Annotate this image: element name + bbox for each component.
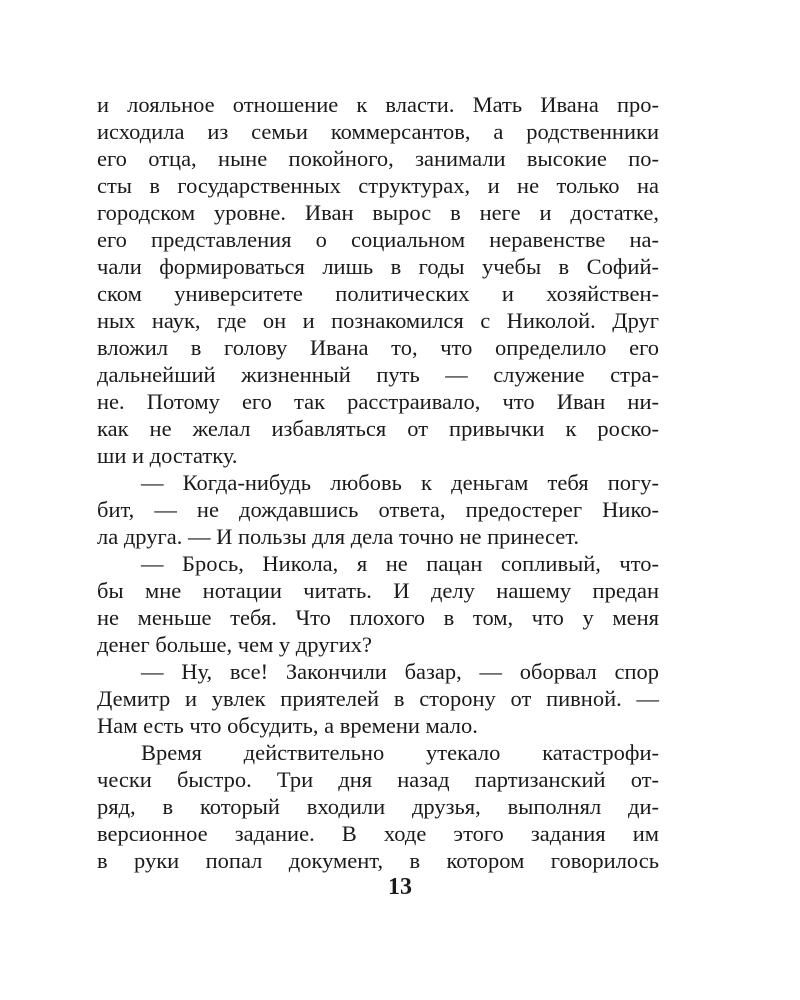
text-line: как не желал избавляться от привычки к роско- [97, 416, 659, 441]
text-line: чески быстро. Три дня назад партизанский от- [97, 767, 659, 792]
body-text [97, 91, 659, 874]
text-line: версионное задание. В ходе этого задания им [97, 821, 659, 846]
text-line: исходила из семьи коммерсантов, а родственники [97, 119, 659, 144]
text-line: бит, — не дождавшись ответа, предостерег Нико- [97, 497, 659, 522]
text-line: бы мне нотации читать. И делу нашему предан [97, 578, 659, 603]
text-line: его отца, ныне покойного, занимали высокие по- [97, 146, 659, 171]
text-line: — Брось, Никола, я не пацан сопливый, что- [141, 551, 659, 576]
text-line: ных наук, где он и познакомился с Николой. Друг [97, 308, 659, 333]
paragraph-1 [97, 91, 659, 469]
text-line: ряд, в который входили друзья, выполнял ди- [97, 794, 659, 819]
paragraph-5 [97, 739, 659, 874]
text-line: Демитр и увлек приятелей в сторону от пивной. — [97, 686, 659, 711]
text-line: — Когда-нибудь любовь к деньгам тебя погу- [141, 470, 659, 495]
text-line: городском уровне. Иван вырос в неге и достатке, [97, 200, 659, 225]
text-line: вложил в голову Ивана то, что определило его [97, 335, 659, 360]
paragraph-3 [97, 550, 659, 658]
text-line: ском университете политических и хозяйствен- [97, 281, 659, 306]
text-line: дальнейший жизненный путь — служение стра- [97, 362, 659, 387]
text-line: чали формироваться лишь в годы учебы в Софий- [97, 254, 659, 279]
text-line: денег больше, чем у других? [97, 632, 372, 657]
text-line: не меньше тебя. Что плохого в том, что у меня [97, 605, 659, 630]
text-line: не. Потому его так расстраивало, что Иван ни- [97, 389, 659, 414]
text-line: Нам есть что обсудить, а времени мало. [97, 713, 478, 738]
text-line: — Ну, все! Закончили базар, — оборвал спор [141, 659, 659, 684]
paragraph-2 [97, 469, 659, 550]
text-line: Время действительно утекало катастрофи- [141, 740, 659, 765]
text-line: и лояльное отношение к власти. Мать Ивана про- [97, 92, 659, 117]
paragraph-4 [97, 658, 659, 739]
text-line: сты в государственных структурах, и не только на [97, 173, 659, 198]
text-line: в руки попал документ, в котором говорилось [97, 848, 659, 873]
text-line: ши и достатку. [97, 443, 238, 468]
page-number: 13 [388, 874, 412, 900]
text-line: его представления о социальном неравенстве на- [97, 227, 659, 252]
text-line: ла друга. — И пользы для дела точно не принесет. [97, 524, 580, 549]
